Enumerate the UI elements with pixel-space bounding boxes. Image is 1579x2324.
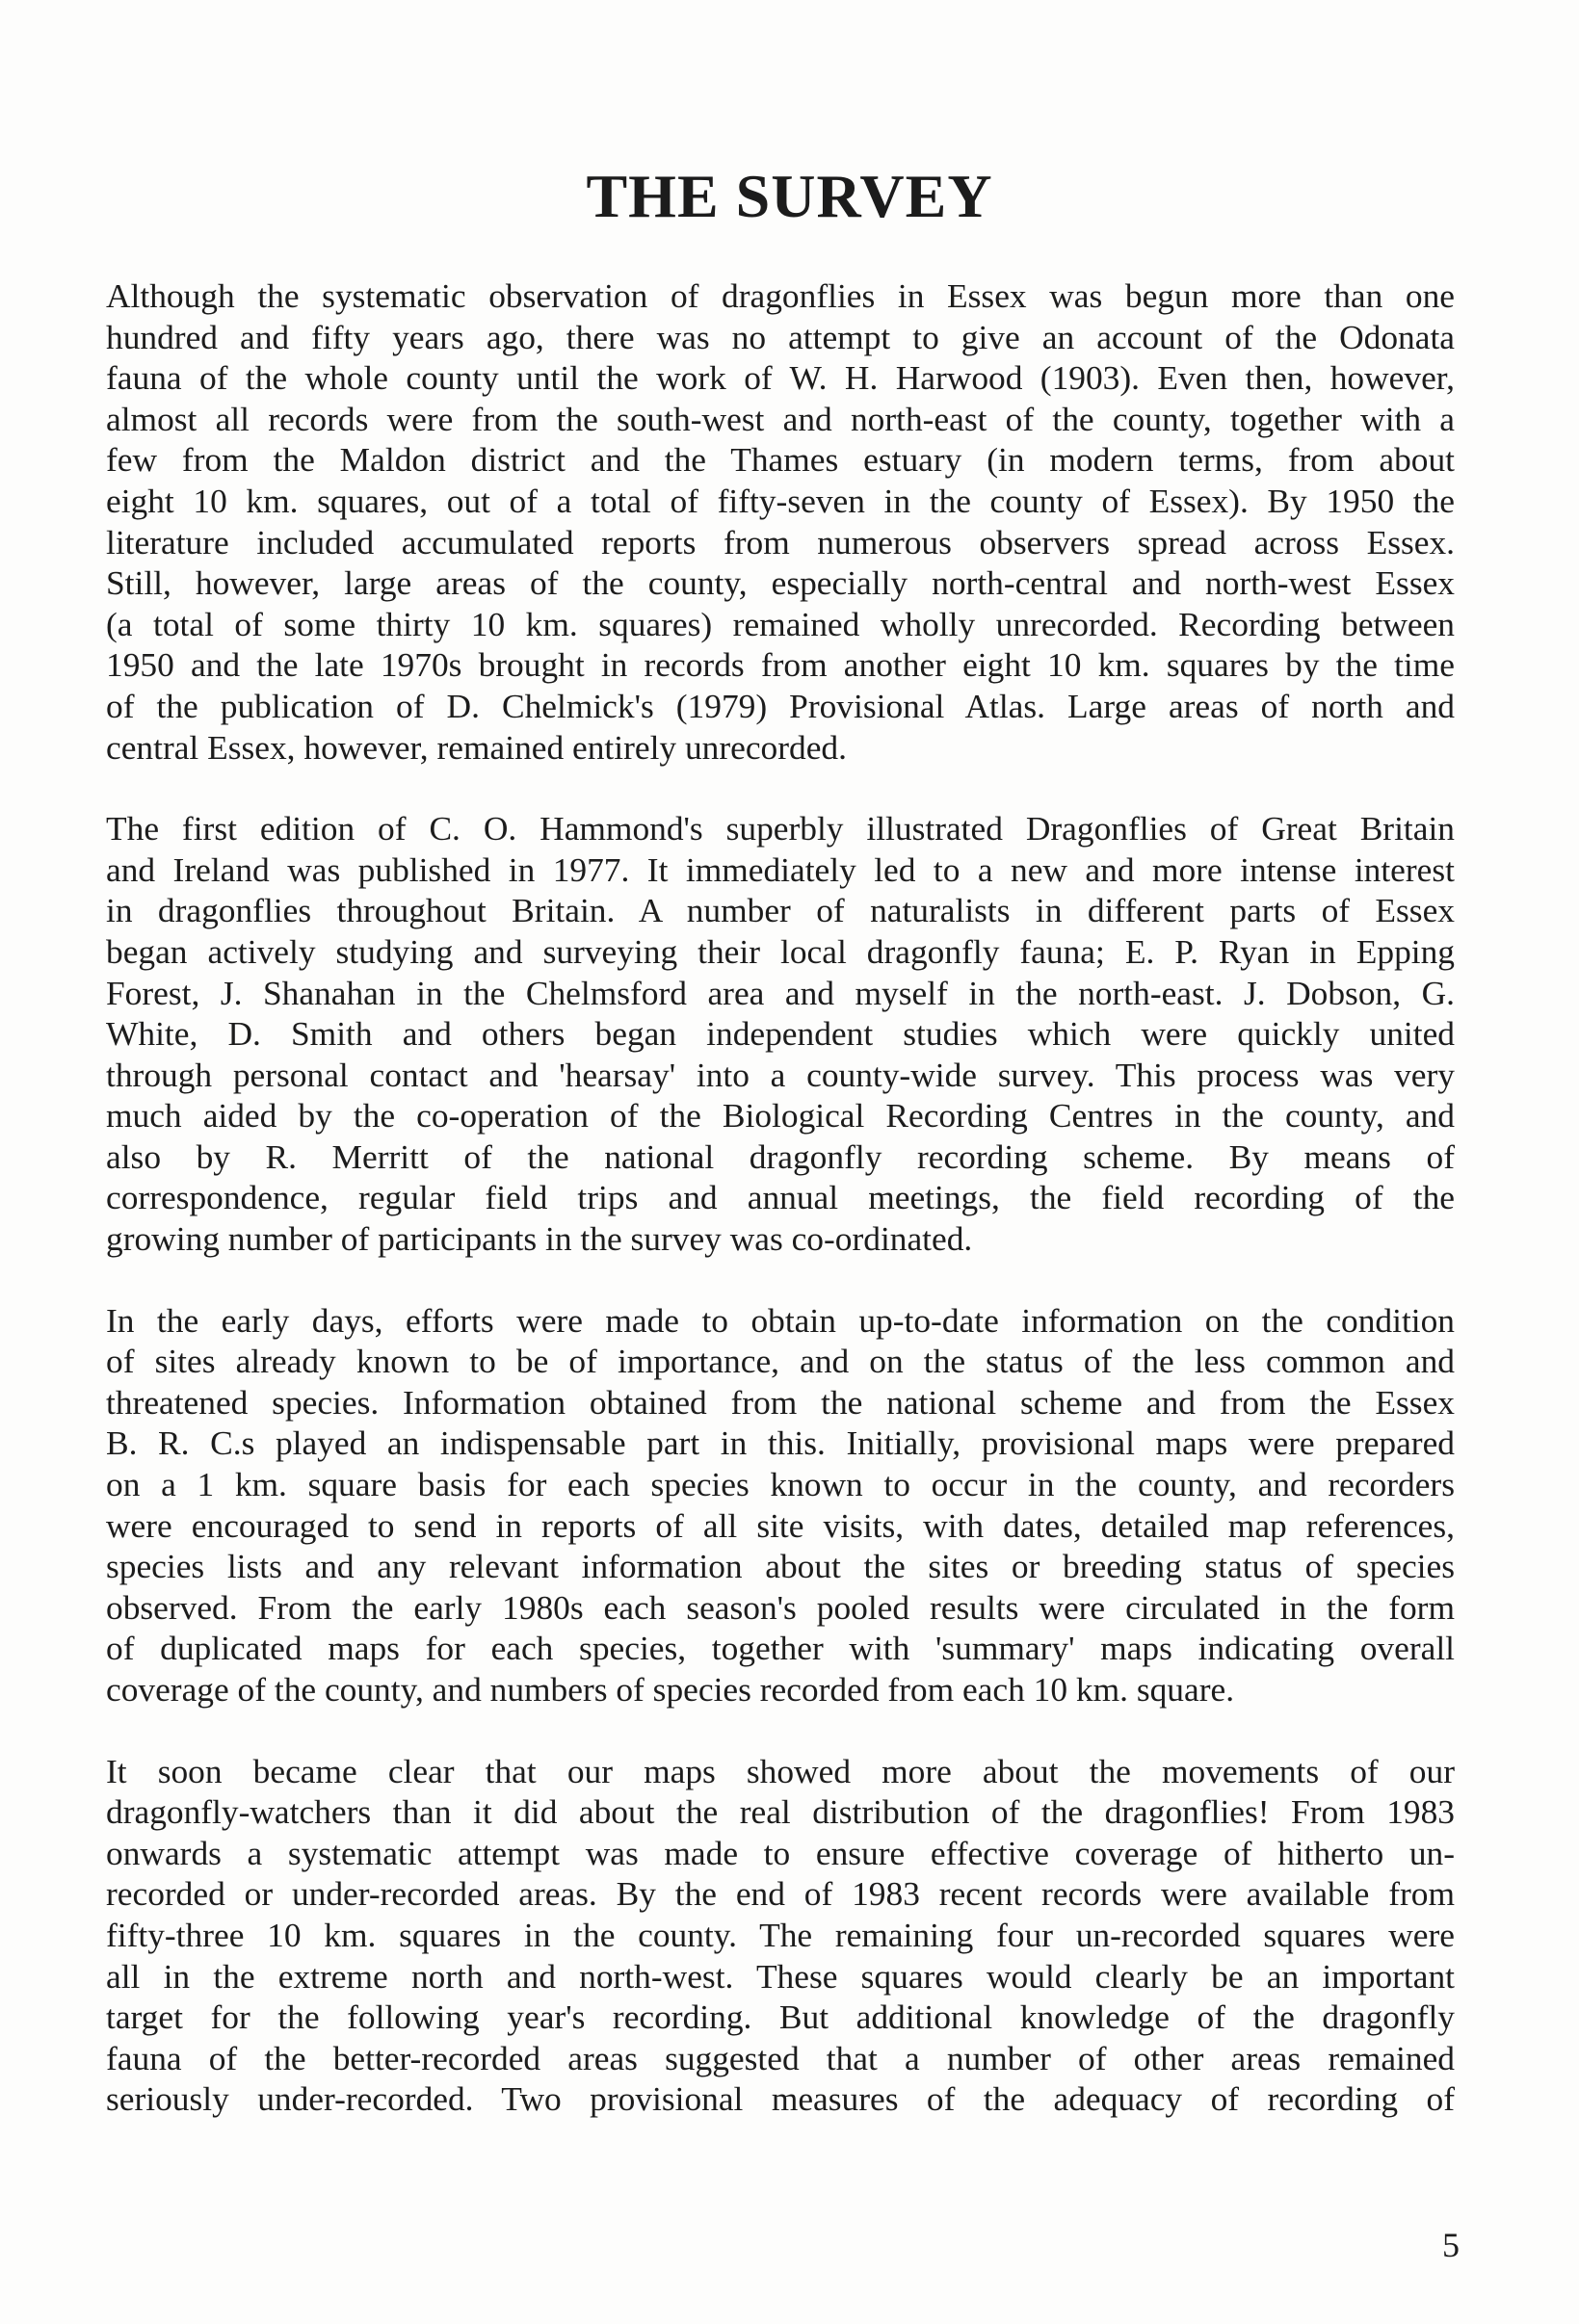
body-text xyxy=(106,275,1455,2160)
text-line: (a total of some thirty 10 km. squares) remained wholly unrecorded. Recording between xyxy=(106,604,1455,643)
text-line: 1950 and the late 1970s brought in records from another eight 10 km. squares by the time xyxy=(106,645,1455,685)
text-line: fauna of the whole county until the work of W. H. Harwood (1903). Even then, however, xyxy=(106,358,1455,398)
page-title: THE SURVEY xyxy=(586,162,993,230)
text-line: all in the extreme north and north-west. These squares would clearly be an important xyxy=(106,1956,1455,1996)
text-line: correspondence, regular field trips and annual meetings, the field recording of the xyxy=(106,1178,1455,1217)
text-line: central Essex, however, remained entirely unrecorded. xyxy=(106,727,847,767)
paragraph-1 xyxy=(106,275,1455,768)
text-line: target for the following year's recording. But additional knowledge of the dragonfly xyxy=(106,1998,1455,2037)
text-line: were encouraged to send in reports of all site visits, with dates, detailed map references, xyxy=(106,1505,1455,1545)
text-line: growing number of participants in the survey was co-ordinated. xyxy=(106,1219,973,1259)
text-line: White, D. Smith and others began independent studies which were quickly united xyxy=(106,1014,1455,1054)
text-line: on a 1 km. square basis for each species known to occur in the county, and recorders xyxy=(106,1465,1455,1504)
text-line: threatened species. Information obtained from the national scheme and from the Essex xyxy=(106,1382,1455,1422)
text-line: coverage of the county, and numbers of species recorded from each 10 km. square. xyxy=(106,1670,1235,1709)
text-line: onwards a systematic attempt was made to ensure effective coverage of hitherto un- xyxy=(106,1833,1455,1872)
text-line: In the early days, efforts were made to obtain up-to-date information on the condition xyxy=(106,1300,1455,1340)
paragraph-3 xyxy=(106,1300,1455,1710)
text-line: recorded or under-recorded areas. By the end of 1983 recent records were available from xyxy=(106,1874,1455,1914)
text-line: Still, however, large areas of the county, especially north-central and north-west Essex xyxy=(106,563,1455,603)
text-line: Although the systematic observation of dragonflies in Essex was begun more than one xyxy=(106,276,1455,315)
paragraph-4 xyxy=(106,1751,1455,2120)
text-line: B. R. C.s played an indispensable part in this. Initially, provisional maps were prepared xyxy=(106,1423,1455,1463)
text-line: of sites already known to be of importance, and on the status of the less common and xyxy=(106,1342,1455,1381)
text-line: The first edition of C. O. Hammond's superbly illustrated Dragonflies of Great Britain xyxy=(106,809,1455,849)
text-line: few from the Maldon district and the Thames estuary (in modern terms, from about xyxy=(106,440,1455,480)
text-line: eight 10 km. squares, out of a total of fifty-seven in the county of Essex). By 1950 the xyxy=(106,481,1455,520)
text-line: Forest, J. Shanahan in the Chelmsford area and myself in the north-east. J. Dobson, G. xyxy=(106,973,1455,1012)
text-line: fifty-three 10 km. squares in the county. The remaining four un-recorded squares were xyxy=(106,1915,1455,1954)
text-line: through personal contact and 'hearsay' into a county-wide survey. This process was very xyxy=(106,1055,1455,1094)
text-line: hundred and fifty years ago, there was no attempt to give an account of the Odonata xyxy=(106,317,1455,356)
text-line: dragonfly-watchers than it did about the real distribution of the dragonflies! From 1983 xyxy=(106,1792,1455,1832)
text-line: almost all records were from the south-west and north-east of the county, together with a xyxy=(106,399,1455,438)
text-line: of duplicated maps for each species, together with 'summary' maps indicating overall xyxy=(106,1629,1455,1668)
text-line: observed. From the early 1980s each season's pooled results were circulated in the form xyxy=(106,1587,1455,1627)
text-line: and Ireland was published in 1977. It immediately led to a new and more intense interest xyxy=(106,849,1455,889)
text-line: It soon became clear that our maps showed more about the movements of our xyxy=(106,1751,1455,1790)
page-number: 5 xyxy=(1442,2226,1460,2264)
text-line: also by R. Merritt of the national dragonfly recording scheme. By means of xyxy=(106,1136,1455,1176)
text-line: fauna of the better-recorded areas suggested that a number of other areas remained xyxy=(106,2038,1455,2077)
text-line: began actively studying and surveying their local dragonfly fauna; E. P. Ryan in Epping xyxy=(106,931,1455,971)
text-line: literature included accumulated reports from numerous observers spread across Essex. xyxy=(106,522,1455,561)
text-line: seriously under-recorded. Two provisional measures of the adequacy of recording of xyxy=(106,2079,1455,2119)
text-line: species lists and any relevant information about the sites or breeding status of species xyxy=(106,1547,1455,1586)
text-line: of the publication of D. Chelmick's (1979) Provisional Atlas. Large areas of north and xyxy=(106,686,1455,725)
text-line: in dragonflies throughout Britain. A number of naturalists in different parts of Essex xyxy=(106,891,1455,930)
paragraph-2 xyxy=(106,808,1455,1260)
text-line: much aided by the co-operation of the Biological Recording Centres in the county, and xyxy=(106,1096,1455,1136)
